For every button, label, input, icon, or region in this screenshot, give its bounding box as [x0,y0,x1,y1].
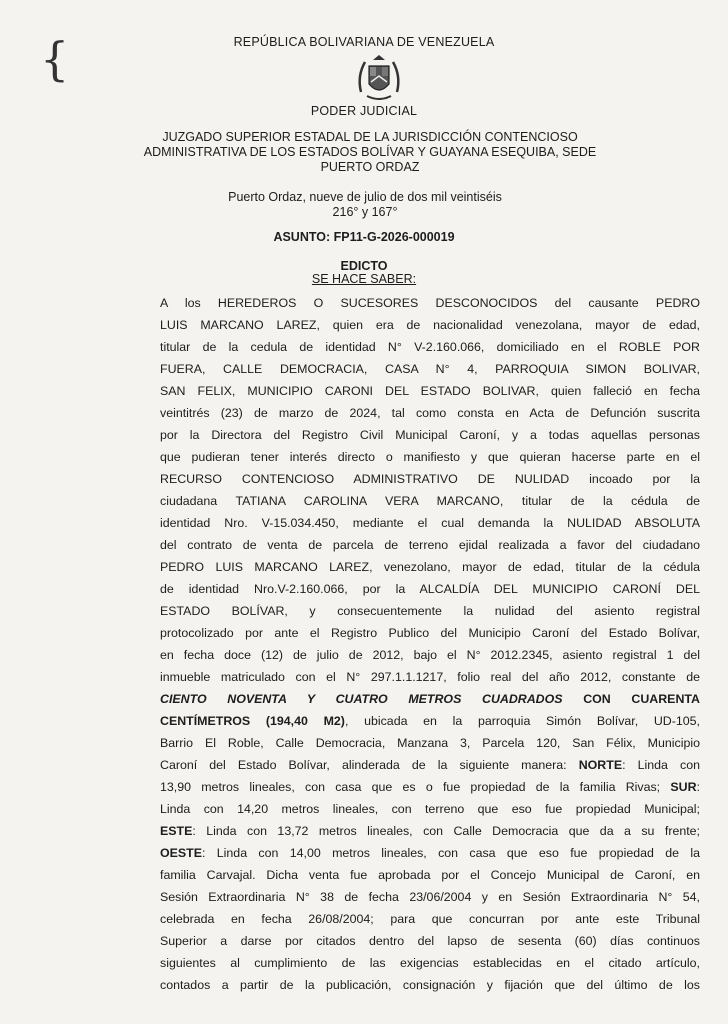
body-line: que pudieran tener interés directo o manifiesto y que quieran hacerse parte en el [160,450,700,464]
body-text-fragment: : Linda con [622,758,700,772]
body-line: contados a partir de la publicación, consignación y fijación que del último de los [160,978,700,992]
body-line: PEDRO LUIS MARCANO LAREZ, venezolano, mayor de edad, titular de la cédula [160,560,700,574]
area-value: CENTÍMETROS (194,40 M2) [160,714,345,728]
date-line: Puerto Ordaz, nueve de julio de dos mil veintiséis [228,190,502,204]
republic-heading: REPÚBLICA BOLIVARIANA DE VENEZUELA [233,35,495,49]
margin-brace-mark: { [40,32,70,86]
coat-of-arms-icon [353,52,405,104]
court-name-line: JUZGADO SUPERIOR ESTADAL DE LA JURISDICCIÓN CONTENCIOSO [162,130,578,144]
area-emphasis: CIENTO NOVENTA Y CUATRO METROS CUADRADOS [160,692,563,706]
boundary-east: ESTE [160,824,193,838]
body-line: siguientes al cumplimiento de las exigencias establecidas en el citado artículo, [160,956,700,970]
case-subject: ASUNTO: FP11-G-2026-000019 [273,230,455,244]
body-line: veintitrés (23) de marzo de 2024, tal como consta en Acta de Defunción suscrita [160,406,700,420]
body-line: familia Carvajal. Dicha venta fue aprobada por el Concejo Municipal de Caroní, en [160,868,700,882]
body-line: de identidad Nro.V-2.160.066, por la ALCALDÍA DEL MUNICIPIO CARONÍ DEL [160,582,700,596]
body-line [160,842,700,864]
body-line [160,820,700,842]
body-text-fragment: 13,90 metros lineales, con casa que es o fue propiedad de la familia Rivas; [160,780,671,794]
body-line: Linda con 14,20 metros lineales, con terreno que eso fue propiedad Municipal; [160,802,700,816]
body-line: inmueble matriculado con el N° 297.1.1.1217, folio real del año 2012, constante de [160,670,700,684]
body-line: del contrato de venta de parcela de terreno ejidal realizada a favor del ciudadano [160,538,700,552]
body-text-fragment: , ubicada en la parroquia Simón Bolívar, UD-105, [344,714,700,728]
body-line: en fecha doce (12) de julio de 2012, bajo el N° 2012.2345, asiento registral 1 del [160,648,700,662]
body-line: RECURSO CONTENCIOSO ADMINISTRATIVO DE NULIDAD incoado por la [160,472,700,486]
edict-body [160,292,700,996]
court-name-line: PUERTO ORDAZ [320,160,420,174]
boundary-north: NORTE [578,758,623,772]
body-line: LUIS MARCANO LAREZ, quien era de nacionalidad venezolana, mayor de edad, [160,318,700,332]
body-line: ciudadana TATIANA CAROLINA VERA MARCANO, titular de la cédula de [160,494,700,508]
body-line: FUERA, CALLE DEMOCRACIA, CASA N° 4, PARROQUIA SIMON BOLIVAR, [160,362,700,376]
body-line: ESTADO BOLÍVAR, y consecuentemente la nulidad del asiento registral [160,604,700,618]
body-line: Sesión Extraordinaria N° 38 de fecha 23/06/2004 y en Sesión Extraordinaria N° 54, [160,890,700,904]
body-line: identidad Nro. V-15.034.450, mediante el cual demanda la NULIDAD ABSOLUTA [160,516,700,530]
body-line: Superior a darse por citados dentro del lapso de sesenta (60) días continuos [160,934,700,948]
body-line: titular de la cedula de identidad N° V-2.160.066, domiciliado en el ROBLE POR [160,340,700,354]
court-name [140,130,600,175]
body-text-fragment: Caroní del Estado Bolívar, alinderada de la siguiente manera: [160,758,579,772]
body-line [160,710,700,732]
body-line: celebrada en fecha 26/08/2004; para que concurran por ante este Tribunal [160,912,700,926]
boundary-south: SUR [670,780,697,794]
body-text-fragment: : [696,780,700,794]
body-line [160,688,700,710]
edict-subtitle: SE HACE SABER: [311,272,417,286]
body-line: protocolizado por ante el Registro Publico del Municipio Caroní del Estado Bolívar, [160,626,700,640]
boundary-west: OESTE [160,846,202,860]
body-line [160,776,700,798]
judicial-heading: PODER JUDICIAL [310,104,418,118]
court-name-line: ADMINISTRATIVA DE LOS ESTADOS BOLÍVAR Y GUAYANA ESEQUIBA, SEDE [143,145,597,159]
body-text-fragment: : Linda con 13,72 metros lineales, con Calle Democracia que da a su frente; [192,824,700,838]
years-line: 216° y 167° [332,205,398,219]
body-line [160,754,700,776]
area-emphasis-tail: CON CUARENTA [562,692,700,706]
date-block [200,190,530,220]
body-line: Barrio El Roble, Calle Democracia, Manzana 3, Parcela 120, San Félix, Municipio [160,736,700,750]
edict-title: EDICTO [340,259,388,273]
body-line: SAN FELIX, MUNICIPIO CARONI DEL ESTADO BOLIVAR, quien falleció en fecha [160,384,700,398]
body-line: por la Directora del Registro Civil Municipal Caroní, y a todas aquellas personas [160,428,700,442]
body-text-fragment: : Linda con 14,00 metros lineales, con casa que eso fue propiedad de la [202,846,700,860]
body-line: A los HEREDEROS O SUCESORES DESCONOCIDOS del causante PEDRO [160,296,700,310]
